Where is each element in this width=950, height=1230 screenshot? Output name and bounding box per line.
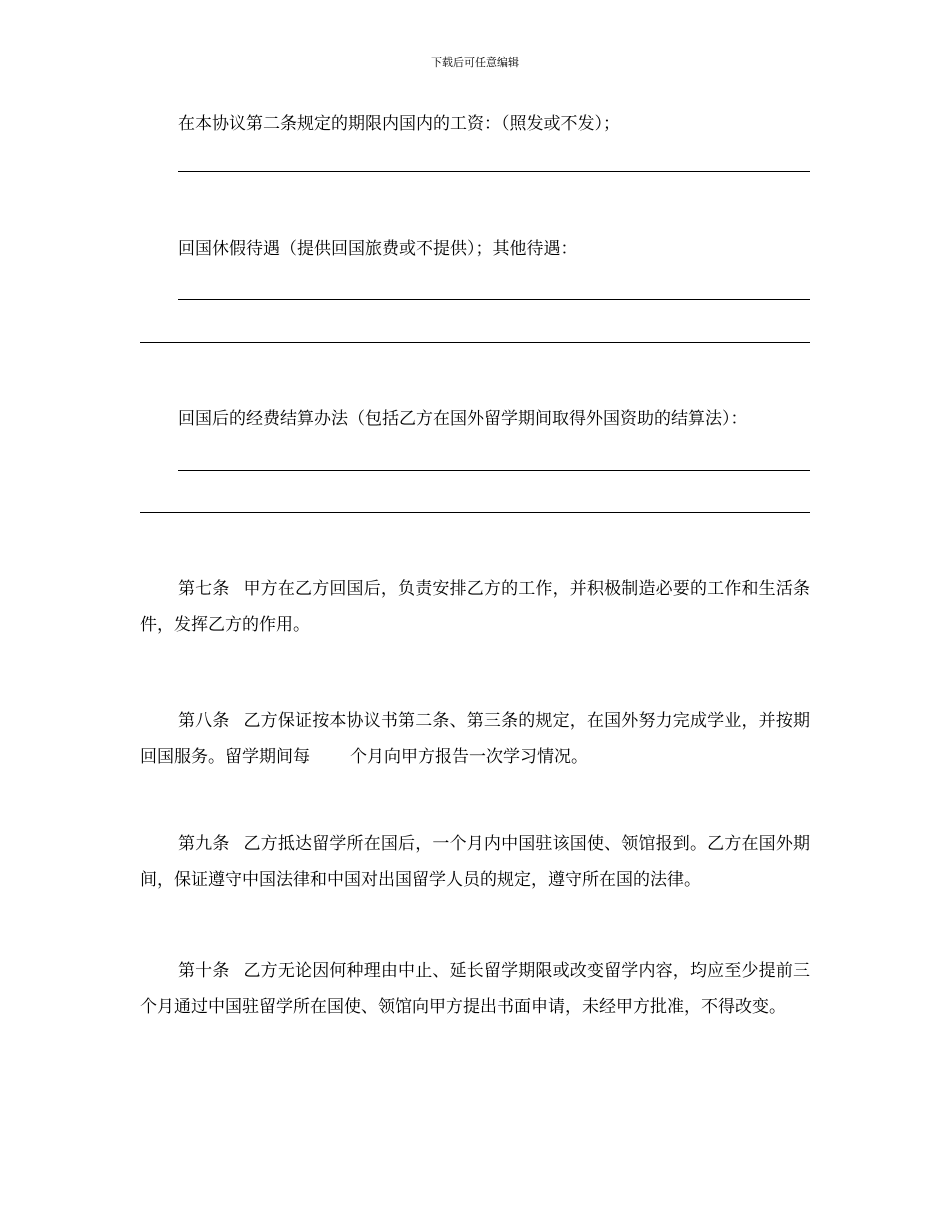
- article-8-number: 第八条: [178, 711, 230, 731]
- article-7-text: 甲方在乙方回国后，负责安排乙方的工作，并积极制造必要的工作和生活条件，发挥乙方的作用。: [140, 579, 810, 635]
- article-10-text: 乙方无论因何种理由中止、延长留学期限或改变留学内容，均应至少提前三个月通过中国驻留学所在国使、领馆向甲方提出书面申请，未经甲方批准，不得改变。: [140, 961, 810, 1017]
- article-7: [140, 571, 810, 643]
- settlement-item-label: 回国后的经费结算办法（包括乙方在国外留学期间取得外国资助的结算法）：: [178, 409, 748, 429]
- article-8-text-part2: 个月向甲方报告一次学习情况。: [350, 747, 588, 767]
- article-7-number: 第七条: [178, 579, 230, 599]
- article-9-text: 乙方抵达留学所在国后，一个月内中国驻该国使、领馆报到。乙方在国外期间，保证遵守中国法律和中国对出国留学人员的规定，遵守所在国的法律。: [140, 834, 810, 890]
- article-8-text-part1: 乙方保证按本协议书第二条、第三条的规定，在国外努力完成学业，并按期回国服务。留学期间每: [140, 711, 810, 767]
- home-leave-fill-line-1: [178, 299, 810, 300]
- settlement-fill-line-2: [140, 512, 810, 513]
- article-10: [140, 953, 810, 1025]
- header-note: 下载后可任意编辑: [431, 56, 519, 69]
- salary-fill-line: [178, 171, 810, 172]
- home-leave-item-label: 回国休假待遇（提供回国旅费或不提供）；其他待遇：: [178, 239, 578, 259]
- article-9: [140, 826, 810, 898]
- article-9-number: 第九条: [178, 834, 230, 854]
- article-10-number: 第十条: [178, 961, 230, 981]
- salary-item-label: 在本协议第二条规定的期限内国内的工资：（照发或不发）；: [178, 114, 620, 134]
- article-8: [140, 703, 810, 775]
- home-leave-fill-line-2: [140, 342, 810, 343]
- settlement-fill-line-1: [178, 470, 810, 471]
